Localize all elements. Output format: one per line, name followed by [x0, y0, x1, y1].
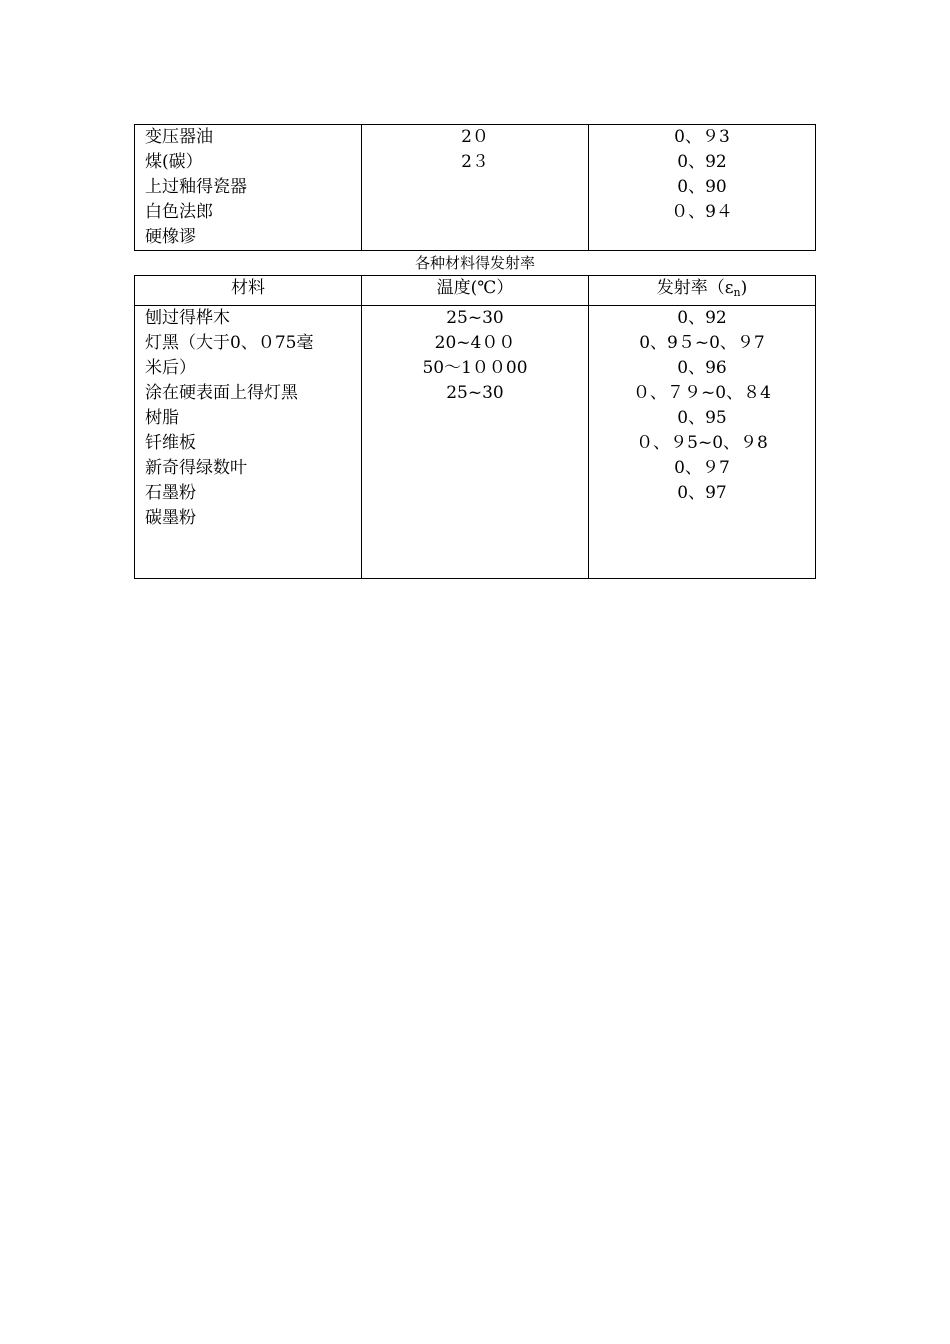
temperature-item: 20~4００: [434, 333, 516, 353]
temperature-cell: [362, 125, 589, 251]
material-cell: [135, 125, 362, 251]
material-item: 白色法郎: [145, 202, 213, 222]
header-material: 材料: [135, 276, 362, 306]
emissivity-cell: [589, 306, 816, 579]
header-emissivity-close: ): [740, 278, 748, 298]
material-item: 硬橡谬: [145, 227, 196, 247]
emissivity-cell: [589, 125, 816, 251]
material-item: 新奇得绿数叶: [145, 458, 247, 478]
header-temperature: 温度(℃）: [362, 276, 589, 306]
table-header-row: [135, 276, 816, 306]
table-row: [135, 125, 816, 251]
material-cell: [135, 306, 362, 579]
header-emissivity-subscript: n: [733, 286, 741, 299]
temperature-item: 50～1００00: [422, 358, 528, 378]
emissivity-item: ０、9４: [671, 202, 733, 222]
emissivity-table: [134, 275, 816, 579]
emissivity-item: ０、９5~0、９8: [636, 433, 768, 453]
temperature-item: 2０: [461, 127, 489, 147]
emissivity-item: 0、95: [677, 408, 727, 428]
emissivity-item: 0、92: [677, 308, 727, 328]
material-item: 树脂: [145, 408, 179, 428]
emissivity-item: 0、９7: [674, 458, 730, 478]
emissivity-item: 0、97: [677, 483, 727, 503]
material-item: 变压器油: [145, 127, 213, 147]
emissivity-item: ０、７９~0、８4: [633, 383, 771, 403]
temperature-item: 2３: [461, 152, 489, 172]
material-item: 灯黑（大于0、０75毫: [145, 333, 314, 353]
material-item: 刨过得桦木: [145, 308, 230, 328]
temperature-cell: [362, 306, 589, 579]
header-emissivity: [589, 276, 816, 306]
material-item: 碳墨粉: [145, 508, 196, 528]
top-table: [134, 124, 816, 251]
material-item: 煤(碳）: [145, 152, 203, 172]
material-item: 涂在硬表面上得灯黑: [145, 383, 298, 403]
emissivity-item: 0、92: [677, 152, 727, 172]
material-item: 米后）: [145, 358, 196, 378]
emissivity-item: 0、96: [677, 358, 727, 378]
emissivity-item: 0、90: [677, 177, 727, 197]
material-item: 石墨粉: [145, 483, 196, 503]
material-item: 钎维板: [145, 433, 196, 453]
temperature-item: 25~30: [446, 308, 504, 328]
header-emissivity-label: 发射率（ε: [656, 278, 734, 298]
emissivity-item: 0、9５~0、９7: [639, 333, 765, 353]
table-row: [135, 306, 816, 579]
temperature-item: 25~30: [446, 383, 504, 403]
material-item: 上过釉得瓷器: [145, 177, 247, 197]
emissivity-item: 0、９3: [674, 127, 730, 147]
table-caption: 各种材料得发射率: [414, 254, 535, 272]
